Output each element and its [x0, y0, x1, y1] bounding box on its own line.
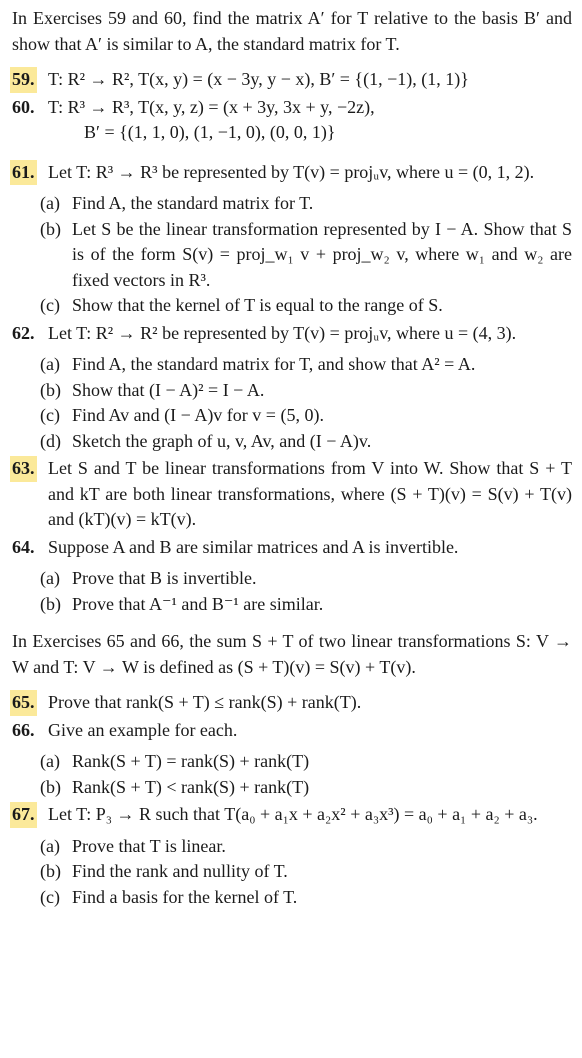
exercise-text: Let T: P₃ → R such that T(a₀ + a₁x + a₂x² + a₃x³) = a₀ + a₁ + a₂ + a₃.: [48, 804, 538, 824]
exercise-67: [12, 802, 572, 828]
exercise-text: Let T: R² → R² be represented by T(v) = projᵤv, where u = (4, 3).: [48, 322, 517, 343]
part-c: [40, 293, 572, 319]
part-text: Find A, the standard matrix for T.: [72, 193, 314, 213]
part-label: (d): [40, 430, 61, 451]
part-b: [40, 378, 572, 404]
exercise-number: 61.: [10, 160, 37, 186]
part-label: (b): [40, 593, 61, 614]
part-text: Find the rank and nullity of T.: [72, 861, 288, 881]
part-a: [40, 352, 572, 378]
part-label: (b): [40, 861, 61, 881]
part-text: Let S be the linear transformation represented by I − A. Show that S is of the form S(v) = proj_w₁ v + proj_w₂ v, where w₁ and w₂ are fixed vectors in R³.: [72, 218, 572, 290]
part-text: Show that (I − A)² = I − A.: [72, 379, 265, 400]
part-label: (b): [40, 776, 61, 797]
part-a: [40, 566, 572, 592]
part-b: [40, 217, 572, 294]
exercise-65: [12, 690, 572, 716]
exercise-text: T: R² → R², T(x, y) = (x − 3y, y − x), B′ = {(1, −1), (1, 1)}: [48, 69, 469, 89]
part-text: Sketch the graph of u, v, Av, and (I − A)v.: [72, 430, 372, 451]
part-text: Find a basis for the kernel of T.: [72, 886, 298, 907]
exercise-text: Let T: R³ → R³ be represented by T(v) = projᵤv, where u = (0, 1, 2).: [48, 161, 535, 182]
part-label: (c): [40, 405, 60, 425]
part-label: (b): [40, 379, 61, 400]
part-c: [40, 885, 572, 911]
part-text: Prove that T is linear.: [72, 835, 226, 856]
part-label: (a): [40, 835, 60, 856]
exercise-64-parts: [40, 566, 572, 617]
exercise-number: 59.: [10, 67, 37, 93]
exercise-61-parts: [40, 191, 572, 319]
exercise-63: [12, 456, 572, 533]
exercise-text: Let S and T be linear transformations from V into W. Show that S + T and kT are both linear transformations, where (S + T)(v) = S(v) + T(v) and (kT)(v) = kT(v).: [48, 458, 572, 529]
exercise-basis: B′ = {(1, 1, 0), (1, −1, 0), (0, 0, 1)}: [84, 122, 336, 142]
part-label: (a): [40, 568, 60, 588]
part-b: [40, 859, 572, 885]
exercise-text: Suppose A and B are similar matrices and A is invertible.: [48, 536, 459, 557]
exercise-64: [12, 535, 572, 561]
part-a: [40, 191, 572, 217]
exercise-number: 67.: [10, 802, 37, 828]
exercise-number: 66.: [12, 719, 35, 740]
part-a: [40, 749, 572, 775]
exercise-61: [12, 160, 572, 186]
intro-65-66: In Exercises 65 and 66, the sum S + T of two linear transformations S: V → W and T: V → W is defined as (S + T)(v) = S(v) + T(v).: [12, 631, 572, 677]
part-d: [40, 429, 572, 455]
exercise-text: T: R³ → R³, T(x, y, z) = (x + 3y, 3x + y, −2z),: [48, 96, 375, 117]
part-text: Rank(S + T) < rank(S) + rank(T): [72, 776, 310, 797]
exercise-number: 62.: [12, 322, 35, 343]
exercise-62-parts: [40, 352, 572, 454]
part-text: Prove that B is invertible.: [72, 568, 257, 588]
part-b: [40, 592, 572, 618]
exercise-number: 63.: [10, 456, 37, 482]
part-text: Find A, the standard matrix for T, and show that A² = A.: [72, 354, 476, 374]
part-label: (c): [40, 295, 60, 315]
exercise-66-parts: [40, 749, 572, 800]
exercise-59: [12, 67, 572, 93]
part-label: (c): [40, 886, 60, 907]
intro-59-60: In Exercises 59 and 60, find the matrix A′ for T relative to the basis B′ and show that A′ is similar to A, the standard matrix for T.: [12, 8, 572, 54]
part-text: Find Av and (I − A)v for v = (5, 0).: [72, 405, 324, 425]
exercise-67-parts: [40, 834, 572, 911]
part-label: (a): [40, 193, 60, 213]
exercise-text: Prove that rank(S + T) ≤ rank(S) + rank(T).: [48, 692, 362, 712]
exercise-number: 65.: [10, 690, 37, 716]
part-text: Show that the kernel of T is equal to the range of S.: [72, 295, 443, 315]
part-label: (a): [40, 751, 60, 771]
exercise-text: Give an example for each.: [48, 719, 238, 740]
part-a: [40, 834, 572, 860]
exercise-number: 64.: [12, 536, 35, 557]
part-label: (b): [40, 218, 61, 239]
part-label: (a): [40, 354, 60, 374]
part-text: Rank(S + T) = rank(S) + rank(T): [72, 751, 310, 771]
exercise-number: 60.: [12, 96, 35, 117]
part-text: Prove that A⁻¹ and B⁻¹ are similar.: [72, 593, 324, 614]
exercise-60: [12, 95, 572, 146]
part-c: [40, 403, 572, 429]
exercise-62: [12, 321, 572, 347]
exercise-66: [12, 718, 572, 744]
part-b: [40, 775, 572, 801]
